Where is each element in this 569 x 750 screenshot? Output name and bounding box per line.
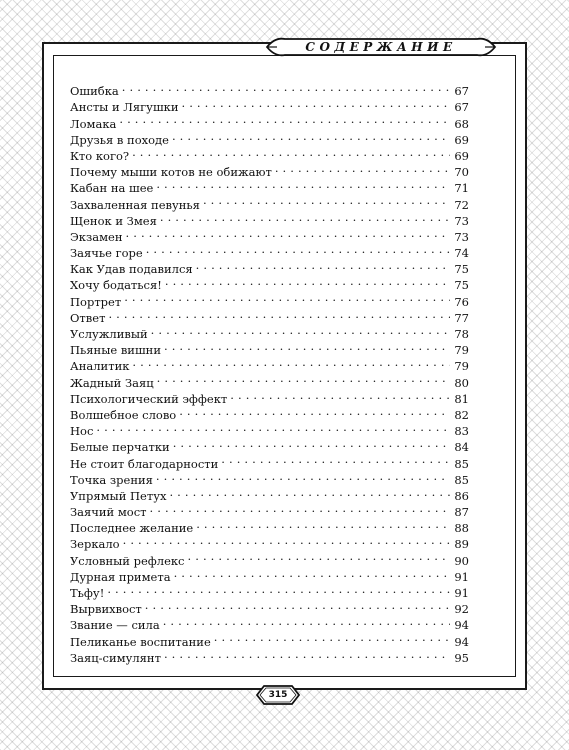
dot-leader (96, 419, 450, 435)
toc-entry-title: Хочу бодаться! (70, 278, 162, 293)
dot-leader (163, 613, 451, 629)
toc-entry-title: Почему мыши котов не обижают (70, 165, 272, 180)
dot-leader (145, 597, 451, 613)
toc-entry-title: Захваленная певунья (70, 197, 200, 212)
dot-leader (164, 338, 450, 354)
toc-entry-title: Не стоит благодарности (70, 456, 219, 471)
dot-leader (203, 192, 450, 208)
dot-leader (182, 95, 451, 111)
dot-leader (196, 516, 450, 532)
toc-entry-page-number: 78 (454, 327, 469, 341)
toc-entry-title: Ломака (70, 116, 117, 131)
toc-entry-title: Заячье горе (70, 246, 143, 261)
dot-leader (132, 144, 450, 160)
toc-entry-title: Нос (70, 424, 94, 439)
dot-leader (146, 241, 451, 257)
toc-entry-title: Портрет (70, 294, 122, 309)
toc-entry-page-number: 75 (454, 262, 469, 277)
dot-leader (172, 128, 450, 144)
toc-entry-title: Звание — сила (70, 618, 160, 633)
dot-leader (214, 629, 451, 645)
toc-entry (70, 225, 469, 244)
toc-entry-title: Волшебное слово (70, 407, 177, 422)
toc-entry-page-number: 85 (454, 472, 469, 487)
dot-leader (165, 273, 450, 289)
toc-entry (70, 548, 469, 568)
dot-leader (164, 646, 450, 662)
toc-entry-page-number: 94 (454, 618, 469, 633)
dot-leader (160, 209, 451, 225)
dot-leader (151, 322, 451, 338)
dot-leader (179, 403, 450, 419)
toc-entry-title: Дурная примета (70, 569, 171, 584)
toc-entry-page-number: 92 (454, 602, 469, 617)
dot-leader (156, 468, 450, 484)
toc-entry-title: Точка зрения (70, 472, 153, 487)
dot-leader (126, 225, 451, 241)
toc-entry-page-number: 70 (454, 165, 469, 180)
toc-entry (70, 532, 469, 552)
toc-entry (70, 419, 469, 439)
toc-entry (70, 322, 469, 341)
header-tab (263, 36, 499, 58)
dot-leader (123, 532, 451, 548)
toc-entry-page-number: 83 (454, 424, 469, 439)
toc-entry-title: Тьфу! (70, 586, 105, 600)
toc-entry-page-number: 91 (454, 586, 469, 600)
toc-entry (70, 111, 469, 131)
toc-entry (70, 241, 469, 261)
toc-entry (70, 435, 469, 455)
toc-entry-title: Ансты и Лягушки (70, 100, 179, 115)
toc-entry-title: Психологический эффект (70, 391, 228, 406)
toc-entry-page-number: 68 (454, 116, 469, 131)
dot-leader (221, 451, 450, 467)
toc-entry-title: Экзамен (70, 229, 123, 244)
toc-entry-page-number: 75 (454, 278, 469, 293)
page-number: 315 (268, 690, 288, 700)
toc-entry (70, 128, 469, 147)
toc-entry-page-number: 88 (454, 521, 469, 536)
dot-leader (196, 257, 451, 273)
toc-entry-page-number: 76 (454, 294, 469, 309)
toc-entry-page-number: 91 (454, 569, 469, 584)
toc-entry-title: Кабан на шее (70, 181, 154, 196)
toc-entry-page-number: 79 (454, 359, 469, 374)
dot-leader (157, 370, 451, 386)
toc-entry-title: Кто кого? (70, 148, 130, 163)
toc-entry-title: Заяц-симулянт (70, 650, 161, 665)
toc-entry-title: Условный рефлекс (70, 553, 185, 568)
toc-entry-title: Зеркало (70, 537, 120, 552)
page-title: СОДЕРЖАНИЕ (305, 40, 457, 54)
dot-leader (119, 111, 450, 127)
dot-leader (108, 306, 450, 322)
toc-entry-page-number: 69 (454, 148, 469, 163)
toc-entry-title: Ответ (70, 310, 106, 325)
dot-leader (230, 387, 450, 403)
toc-entry-page-number: 84 (454, 440, 469, 455)
toc-entry (70, 79, 469, 99)
dot-leader (122, 79, 451, 95)
toc-entry-page-number: 90 (454, 553, 469, 568)
toc-entry-page-number: 77 (454, 310, 469, 325)
table-of-contents (70, 79, 469, 665)
toc-entry-title: Пеликанье воспитание (70, 634, 211, 649)
toc-entry-page-number: 89 (454, 537, 469, 552)
toc-entry-title: Вырвихвост (70, 602, 142, 617)
dot-leader (275, 160, 451, 176)
toc-entry-page-number: 79 (454, 343, 469, 358)
toc-entry-page-number: 67 (454, 100, 469, 115)
toc-entry-page-number: 80 (454, 375, 469, 390)
toc-entry-page-number: 74 (454, 246, 469, 261)
dot-leader (169, 484, 450, 500)
dot-leader (124, 289, 450, 305)
toc-entry (70, 306, 469, 325)
dot-leader (174, 565, 451, 581)
toc-entry (70, 289, 469, 309)
toc-entry-title: Пьяные вишни (70, 343, 161, 358)
toc-entry (70, 95, 469, 115)
toc-entry-title: Аналитик (70, 359, 130, 374)
dot-leader (173, 435, 451, 451)
page-number-badge (255, 682, 301, 708)
toc-entry-page-number: 73 (454, 229, 469, 244)
toc-entry-title: Друзья в походе (70, 132, 169, 147)
dot-leader (150, 500, 451, 516)
toc-entry-page-number: 95 (454, 650, 469, 665)
toc-entry (70, 581, 469, 600)
toc-entry-page-number: 69 (454, 132, 469, 147)
toc-entry-page-number: 72 (454, 197, 469, 212)
toc-entry-page-number: 85 (454, 456, 469, 471)
toc-entry-page-number: 87 (454, 505, 469, 520)
toc-entry (70, 597, 469, 617)
dot-leader (188, 548, 451, 564)
toc-entry-title: Как Удав подавился (70, 262, 193, 277)
toc-entry-title: Белые перчатки (70, 440, 170, 455)
toc-entry-page-number: 67 (454, 84, 469, 99)
toc-entry-page-number: 81 (454, 391, 469, 406)
toc-entry-title: Последнее желание (70, 521, 194, 536)
toc-entry-page-number: 71 (454, 181, 469, 196)
dot-leader (107, 581, 450, 597)
toc-entry-title: Услужливый (70, 327, 148, 341)
dot-leader (132, 354, 450, 370)
toc-entry-title: Заячий мост (70, 505, 147, 520)
toc-entry-title: Щенок и Змея (70, 213, 157, 228)
toc-entry-title: Ошибка (70, 84, 119, 99)
toc-entry-title: Упрямый Петух (70, 488, 167, 503)
toc-entry-title: Жадный Заяц (70, 375, 154, 390)
dot-leader (156, 176, 450, 192)
toc-entry-page-number: 73 (454, 213, 469, 228)
toc-entry-page-number: 82 (454, 407, 469, 422)
toc-entry-page-number: 86 (454, 488, 469, 503)
toc-entry-page-number: 94 (454, 634, 469, 649)
